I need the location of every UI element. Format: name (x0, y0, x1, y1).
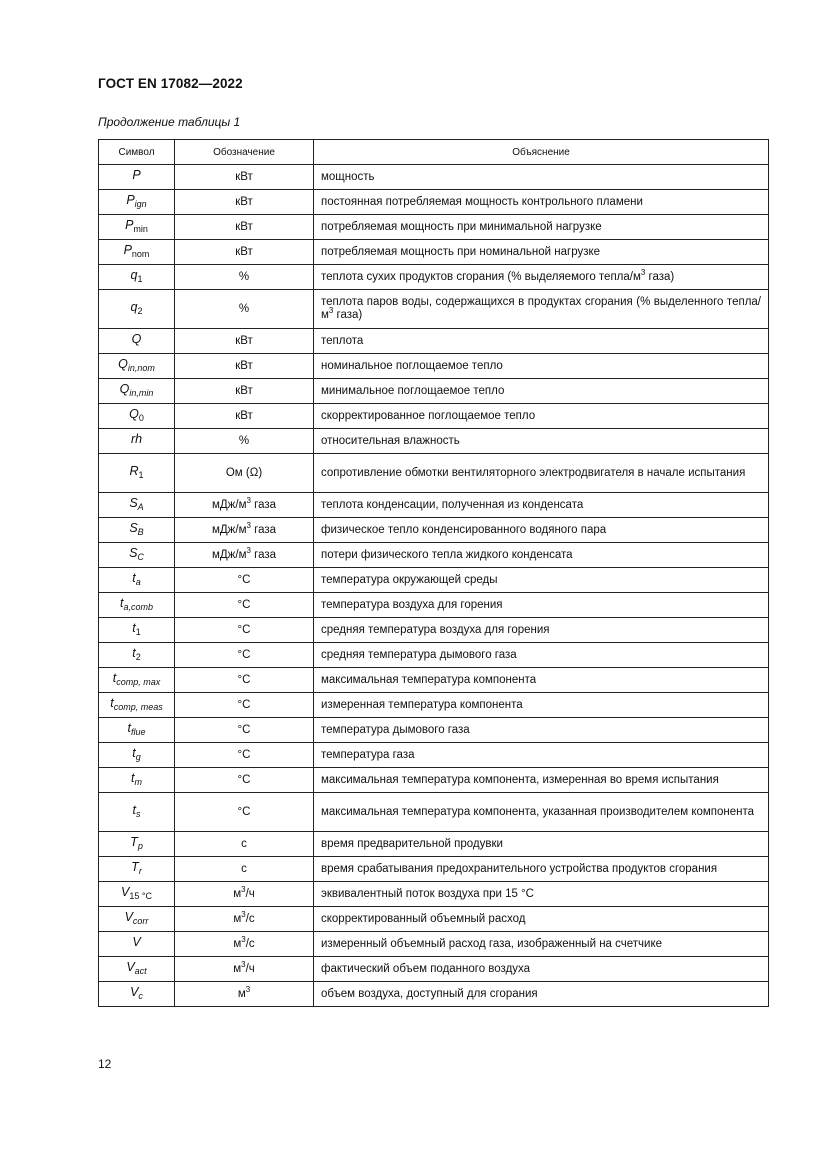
table-row (99, 882, 769, 907)
table-row (99, 957, 769, 982)
symbol-subscript: a (135, 576, 141, 587)
table-row (99, 643, 769, 668)
symbol-main: t (132, 645, 136, 660)
explanation-text: теплота конденсации, полученная из конденсата (321, 498, 584, 511)
unit-cell (175, 832, 314, 857)
unit-text: °C (237, 623, 251, 636)
unit-superscript: 3 (241, 959, 246, 969)
symbol-cell (99, 882, 175, 907)
explanation-cell (314, 668, 769, 693)
table-row (99, 354, 769, 379)
explanation-text: измеренная температура компонента (321, 698, 523, 711)
symbol-cell (99, 454, 175, 493)
unit-text: кВт (235, 409, 253, 422)
explanation-cell (314, 857, 769, 882)
symbol-subscript: a,comb (123, 601, 153, 612)
table-row (99, 454, 769, 493)
unit-text: % (238, 270, 250, 283)
unit-cell (175, 215, 314, 240)
symbol-main: t (127, 720, 131, 735)
symbol-cell (99, 354, 175, 379)
symbol-subscript: B (137, 526, 144, 537)
explanation-cell (314, 982, 769, 1007)
symbol-cell (99, 265, 175, 290)
unit-cell (175, 593, 314, 618)
explanation-cell (314, 404, 769, 429)
table-row (99, 240, 769, 265)
unit-superscript: 3 (245, 984, 251, 994)
symbol-cell (99, 668, 175, 693)
explanation-cell (314, 957, 769, 982)
explanation-text: сопротивление обмотки вентиляторного электродвигателя в начале испытания (321, 466, 746, 479)
table-body (99, 165, 769, 1007)
explanation-text: скорректированное поглощаемое тепло (321, 409, 536, 422)
table-row (99, 265, 769, 290)
symbol-main: S (129, 545, 138, 560)
symbol-subscript: in,nom (127, 362, 155, 373)
table-row (99, 518, 769, 543)
symbol-main: t (132, 570, 136, 585)
explanation-cell (314, 768, 769, 793)
symbol-cell (99, 290, 175, 329)
table-row (99, 568, 769, 593)
unit-cell (175, 907, 314, 932)
table-row (99, 618, 769, 643)
symbol-main: t (110, 695, 114, 710)
symbol-main: P (125, 217, 134, 232)
symbol-main: V (130, 984, 139, 999)
unit-superscript: 3 (246, 520, 251, 530)
symbol-main: S (129, 520, 138, 535)
explanation-cell (314, 882, 769, 907)
unit-cell (175, 857, 314, 882)
explanation-text: средняя температура воздуха для горения (321, 623, 550, 636)
unit-text: кВт (235, 195, 253, 208)
unit-cell (175, 982, 314, 1007)
table-row (99, 693, 769, 718)
explanation-text: теплота паров воды, содержащихся в продуктах сгорания (% выделенного тепла/м (321, 296, 761, 321)
explanation-cell (314, 329, 769, 354)
explanation-text: потери физического тепла жидкого конденсата (321, 548, 573, 561)
symbol-subscript: 1 (135, 626, 141, 637)
explanation-cell (314, 743, 769, 768)
explanation-cell (314, 240, 769, 265)
symbols-table (98, 139, 769, 1007)
unit-text: °C (237, 573, 251, 586)
unit-superscript: 3 (241, 909, 246, 919)
unit-suffix: газа (250, 523, 277, 536)
unit-cell (175, 354, 314, 379)
symbol-subscript: flue (130, 726, 146, 737)
symbol-cell (99, 379, 175, 404)
symbol-main: Q (119, 381, 130, 396)
symbol-subscript: in,min (129, 387, 154, 398)
explanation-superscript: 3 (640, 267, 646, 277)
explanation-text: температура газа (321, 748, 415, 761)
unit-text: Ом (Ω) (225, 466, 263, 479)
table-row (99, 743, 769, 768)
explanation-cell (314, 693, 769, 718)
symbol-main: q (130, 267, 138, 282)
unit-cell (175, 643, 314, 668)
unit-cell (175, 454, 314, 493)
unit-cell (175, 190, 314, 215)
unit-text: кВт (235, 170, 253, 183)
explanation-cell (314, 518, 769, 543)
symbol-subscript: min (133, 223, 148, 234)
column-header-symbol: Символ (99, 140, 175, 165)
symbol-main: t (131, 770, 135, 785)
symbol-main: rh (130, 431, 143, 446)
symbol-subscript: p (137, 840, 143, 851)
explanation-cell (314, 290, 769, 329)
symbol-cell (99, 743, 175, 768)
unit-text: кВт (235, 334, 253, 347)
symbol-subscript: m (134, 776, 142, 787)
unit-text: кВт (235, 384, 253, 397)
symbol-cell (99, 329, 175, 354)
explanation-text: объем воздуха, доступный для сгорания (321, 987, 538, 1000)
unit-text: кВт (235, 359, 253, 372)
explanation-text: температура дымового газа (321, 723, 470, 736)
explanation-cell (314, 265, 769, 290)
unit-suffix: /ч (245, 887, 255, 900)
column-header-unit: Обозначение (175, 140, 314, 165)
table-row (99, 379, 769, 404)
symbol-cell (99, 832, 175, 857)
unit-text: °C (237, 598, 251, 611)
unit-cell (175, 568, 314, 593)
symbol-cell (99, 493, 175, 518)
unit-superscript: 3 (241, 884, 246, 894)
explanation-cell (314, 643, 769, 668)
unit-suffix: /ч (245, 962, 255, 975)
table-row (99, 718, 769, 743)
unit-text: м (233, 937, 242, 950)
symbol-subscript: 0 (138, 412, 144, 423)
symbol-cell (99, 857, 175, 882)
unit-text: °C (237, 723, 251, 736)
table-row (99, 857, 769, 882)
table-row (99, 290, 769, 329)
explanation-superscript: 3 (328, 306, 334, 315)
symbol-cell (99, 165, 175, 190)
symbol-main: P (132, 167, 141, 182)
table-row (99, 429, 769, 454)
symbol-main: P (126, 192, 135, 207)
unit-cell (175, 618, 314, 643)
explanation-text: физическое тепло конденсированного водяного пара (321, 523, 607, 536)
table-caption: Продолжение таблицы 1 (98, 115, 241, 129)
symbol-main: P (123, 242, 132, 257)
explanation-text: максимальная температура компонента (321, 673, 537, 686)
table-row (99, 668, 769, 693)
symbol-main: Q (118, 356, 128, 371)
unit-text: м (237, 987, 246, 1000)
symbol-cell (99, 957, 175, 982)
unit-cell (175, 518, 314, 543)
table-header-row (99, 140, 769, 165)
symbol-cell (99, 404, 175, 429)
symbol-subscript: 15 °C (129, 890, 152, 901)
explanation-text: потребляемая мощность при минимальной нагрузке (321, 220, 602, 233)
symbol-main: V (132, 934, 141, 949)
page-number: 12 (98, 1057, 112, 1071)
symbol-main: T (130, 834, 138, 849)
unit-suffix: /с (245, 937, 255, 950)
explanation-cell (314, 593, 769, 618)
symbol-subscript: 2 (137, 305, 143, 316)
symbol-main: t (132, 802, 136, 817)
explanation-text: скорректированный объемный расход (321, 912, 526, 925)
unit-text: % (238, 434, 250, 447)
explanation-text: эквивалентный поток воздуха при 15 °C (321, 887, 534, 900)
symbol-cell (99, 718, 175, 743)
unit-cell (175, 932, 314, 957)
symbol-cell (99, 215, 175, 240)
symbol-subscript: 2 (135, 651, 141, 662)
table-row (99, 493, 769, 518)
table-row (99, 793, 769, 832)
unit-suffix: газа (250, 498, 277, 511)
unit-cell (175, 793, 314, 832)
explanation-cell (314, 165, 769, 190)
symbol-main: Q (131, 331, 142, 346)
unit-text: °C (237, 673, 251, 686)
explanation-suffix: газа) (333, 309, 363, 321)
symbol-subscript: A (137, 501, 144, 512)
unit-cell (175, 240, 314, 265)
symbol-cell (99, 568, 175, 593)
table-row (99, 832, 769, 857)
explanation-text: минимальное поглощаемое тепло (321, 384, 505, 397)
explanation-suffix: газа) (645, 270, 675, 283)
symbol-cell (99, 593, 175, 618)
unit-cell (175, 265, 314, 290)
explanation-cell (314, 215, 769, 240)
symbol-cell (99, 907, 175, 932)
table-row (99, 543, 769, 568)
unit-cell (175, 329, 314, 354)
table-row (99, 982, 769, 1007)
unit-text: °C (237, 698, 251, 711)
symbol-main: q (130, 299, 138, 314)
explanation-cell (314, 190, 769, 215)
symbol-subscript: g (135, 751, 141, 762)
column-header-explanation: Объяснение (314, 140, 769, 165)
table-row (99, 329, 769, 354)
unit-cell (175, 957, 314, 982)
unit-superscript: 3 (246, 545, 251, 555)
table-row (99, 593, 769, 618)
explanation-text: время срабатывания предохранительного устройства продуктов сгорания (321, 862, 718, 875)
symbol-cell (99, 982, 175, 1007)
symbol-cell (99, 240, 175, 265)
unit-cell (175, 404, 314, 429)
unit-suffix: /с (245, 912, 255, 925)
explanation-text: потребляемая мощность при номинальной нагрузке (321, 245, 601, 258)
table-row (99, 907, 769, 932)
unit-cell (175, 379, 314, 404)
explanation-cell (314, 832, 769, 857)
explanation-cell (314, 907, 769, 932)
symbol-subscript: c (138, 990, 143, 1001)
table-row (99, 190, 769, 215)
explanation-cell (314, 932, 769, 957)
unit-text: мДж/м (211, 498, 247, 511)
symbol-subscript: s (135, 808, 141, 819)
unit-text: % (238, 302, 250, 315)
unit-cell (175, 493, 314, 518)
symbol-subscript: C (137, 551, 144, 562)
symbol-main: R (129, 463, 139, 478)
symbol-cell (99, 693, 175, 718)
unit-text: кВт (235, 220, 253, 233)
symbol-subscript: comp, meas (113, 701, 163, 712)
explanation-cell (314, 379, 769, 404)
unit-superscript: 3 (241, 934, 246, 944)
explanation-cell (314, 454, 769, 493)
unit-cell (175, 668, 314, 693)
explanation-text: средняя температура дымового газа (321, 648, 517, 661)
symbol-cell (99, 190, 175, 215)
explanation-text: постоянная потребляемая мощность контрольного пламени (321, 195, 643, 208)
symbol-main: V (126, 959, 135, 974)
unit-cell (175, 882, 314, 907)
unit-cell (175, 429, 314, 454)
symbol-main: T (131, 859, 139, 874)
symbol-cell (99, 768, 175, 793)
unit-text: °C (237, 648, 251, 661)
symbol-cell (99, 793, 175, 832)
symbol-main: t (132, 745, 136, 760)
unit-cell (175, 743, 314, 768)
symbol-subscript: ign (134, 198, 147, 209)
explanation-text: температура воздуха для горения (321, 598, 503, 611)
symbol-cell (99, 429, 175, 454)
document-title: ГОСТ EN 17082—2022 (98, 76, 243, 91)
explanation-text: температура окружающей среды (321, 573, 498, 586)
symbol-main: t (120, 595, 124, 610)
explanation-cell (314, 543, 769, 568)
unit-cell (175, 290, 314, 329)
unit-text: с (241, 837, 247, 850)
symbol-subscript: comp, max (116, 676, 161, 687)
explanation-cell (314, 618, 769, 643)
unit-text: с (241, 862, 247, 875)
table-row (99, 404, 769, 429)
symbol-main: t (112, 670, 117, 685)
table-row (99, 165, 769, 190)
symbols-table-container (98, 139, 768, 1007)
unit-text: м (233, 962, 242, 975)
explanation-text: фактический объем поданного воздуха (321, 962, 531, 975)
explanation-text: максимальная температура компонента, указанная производителем компонента (321, 805, 755, 818)
symbol-subscript: corr (132, 915, 149, 926)
symbol-main: V (121, 884, 130, 899)
unit-text: м (233, 887, 242, 900)
unit-cell (175, 693, 314, 718)
unit-text: °C (237, 805, 251, 818)
unit-suffix: газа (250, 548, 277, 561)
explanation-cell (314, 493, 769, 518)
unit-cell (175, 718, 314, 743)
explanation-cell (314, 718, 769, 743)
explanation-text: мощность (321, 170, 375, 183)
symbol-subscript: 1 (138, 469, 144, 480)
unit-text: кВт (235, 245, 253, 258)
table-row (99, 932, 769, 957)
symbol-main: t (132, 620, 136, 635)
unit-text: °C (237, 773, 251, 786)
explanation-text: измеренный объемный расход газа, изображенный на счетчике (321, 937, 663, 950)
symbol-main: Q (129, 406, 139, 421)
explanation-cell (314, 354, 769, 379)
symbol-subscript: act (134, 965, 147, 976)
explanation-text: максимальная температура компонента, измеренная во время испытания (321, 773, 719, 786)
explanation-text: относительная влажность (321, 434, 460, 447)
unit-cell (175, 165, 314, 190)
symbol-main: V (124, 909, 133, 924)
explanation-cell (314, 429, 769, 454)
symbol-main: S (129, 495, 138, 510)
table-row (99, 215, 769, 240)
symbol-cell (99, 518, 175, 543)
symbol-cell (99, 618, 175, 643)
explanation-text: теплота (321, 334, 364, 347)
explanation-text: номинальное поглощаемое тепло (321, 359, 503, 372)
symbol-cell (99, 643, 175, 668)
symbol-subscript: r (138, 865, 142, 876)
unit-superscript: 3 (246, 495, 251, 505)
explanation-text: теплота сухих продуктов сгорания (% выделяемого тепла/м (321, 270, 641, 283)
unit-text: мДж/м (211, 523, 247, 536)
symbol-cell (99, 932, 175, 957)
table-row (99, 768, 769, 793)
symbol-subscript: nom (131, 248, 150, 259)
unit-text: °C (237, 748, 251, 761)
unit-text: м (233, 912, 242, 925)
unit-cell (175, 768, 314, 793)
explanation-cell (314, 793, 769, 832)
unit-text: мДж/м (211, 548, 247, 561)
explanation-cell (314, 568, 769, 593)
unit-cell (175, 543, 314, 568)
explanation-text: время предварительной продувки (321, 837, 503, 850)
symbol-subscript: 1 (137, 273, 143, 284)
symbol-cell (99, 543, 175, 568)
